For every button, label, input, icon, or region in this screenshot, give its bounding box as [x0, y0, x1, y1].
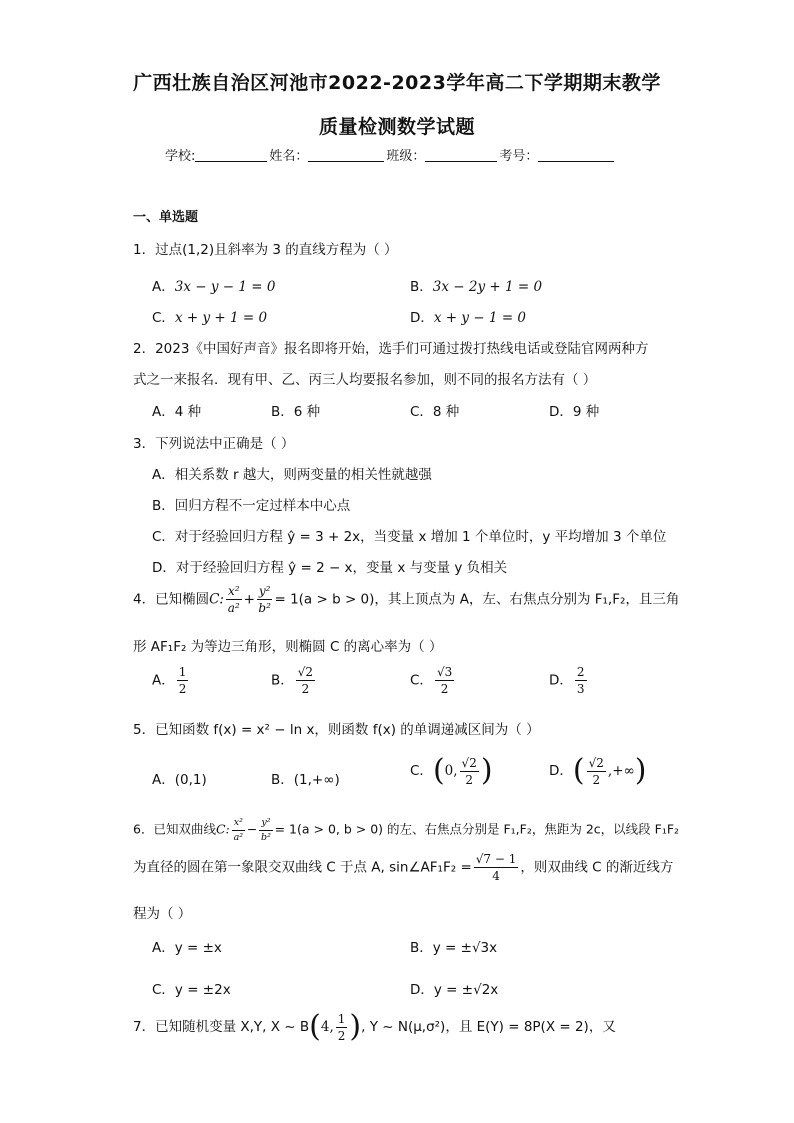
fraction-numerator: 1	[178, 665, 187, 679]
right-paren: )	[480, 753, 493, 788]
ellipse-y-fraction	[257, 585, 273, 614]
question-6-stem-line2	[133, 853, 673, 882]
question-1-option-b	[410, 275, 542, 295]
interval-start: 0,	[444, 763, 458, 779]
question-5-option-a: A．(0,1)	[152, 772, 207, 788]
fraction-denominator: 2	[301, 682, 310, 696]
fraction-numerator: √2	[461, 755, 477, 770]
fraction-denominator: 2	[178, 682, 187, 696]
stem-text: , Y ~ N(μ,σ²)，且 E(Y) = 8P(X = 2)，又	[361, 1019, 616, 1035]
name-blank	[308, 149, 384, 162]
option-label: C．	[410, 672, 433, 689]
curve-name: C:	[215, 821, 230, 837]
ellipse-x-fraction	[226, 585, 242, 614]
fraction-denominator: b²	[258, 601, 271, 615]
fraction-numerator: √2	[588, 755, 604, 770]
question-2-option-d: D．9 种	[549, 404, 600, 420]
fraction-numerator: √2	[297, 665, 314, 679]
option-label: A．	[152, 672, 175, 689]
option-label: D．	[410, 310, 434, 326]
question-1-stem: 1．过点(1,2)且斜率为 3 的直线方程为（ ）	[133, 242, 398, 258]
fraction-denominator: b²	[261, 831, 271, 843]
stem-text: 6．已知双曲线	[133, 821, 216, 837]
class-label: 班级：	[386, 149, 426, 164]
exam-title-line1: 广西壮族自治区河池市2022-2023学年高二下学期期末教学	[133, 72, 661, 94]
stem-text: = 1(a > 0, b > 0) 的左、右焦点分别是 F₁,F₂，焦距为 2c，以线段 F₁F₂	[274, 821, 680, 837]
stem-text: ，则双曲线 C 的渐近线方	[520, 859, 674, 876]
question-3-option-c: C．对于经验回归方程 ŷ = 3 + 2x，当变量 x 增加 1 个单位时，y 平均增加 3 个单位	[152, 529, 667, 545]
right-paren: )	[349, 1009, 362, 1044]
question-3-option-b: B．回归方程不一定过样本中心点	[152, 498, 351, 514]
question-3-option-d: D．对于经验回归方程 ŷ = 2 − x，变量 x 与变量 y 负相关	[152, 560, 508, 576]
fraction-numerator: 1	[337, 1011, 346, 1026]
fraction-numerator: y²	[259, 818, 272, 831]
question-2-option-c: C．8 种	[410, 404, 460, 420]
question-5-option-c	[410, 753, 493, 788]
fraction-denominator: 2	[440, 682, 449, 696]
fraction-denominator: a²	[233, 831, 244, 843]
number-label: 考号：	[499, 149, 539, 164]
binomial-n: 4,	[320, 1019, 334, 1035]
name-label: 姓名：	[269, 149, 309, 164]
fraction-denominator: 2	[592, 772, 601, 787]
school-label: 学校:	[165, 149, 196, 164]
option-label: A．	[152, 279, 175, 295]
fraction-denominator: a²	[227, 601, 240, 615]
stem-text: 为直径的圆在第一象限交双曲线 C 于点 A, sin∠AF₁F₂ =	[133, 859, 472, 876]
fraction-denominator: 2	[465, 772, 473, 787]
stem-text: = 1(a > b > 0)，其上顶点为 A，左、右焦点分别为 F₁,F₂，且三角	[274, 591, 680, 608]
question-5-stem: 5．已知函数 f(x) = x² − ln x，则函数 f(x) 的单调递减区间为（ ）	[133, 722, 540, 738]
number-blank	[538, 149, 614, 162]
fraction-numerator: 2	[576, 665, 585, 679]
question-5-option-b: B．(1,+∞)	[271, 772, 340, 788]
fraction-denominator: 4	[492, 869, 500, 883]
stem-text: 4．已知椭圆	[133, 591, 210, 608]
option-label: D．	[549, 763, 573, 779]
left-paren: (	[432, 753, 445, 788]
sine-fraction	[474, 853, 519, 882]
question-6-stem-line3: 程为（ ）	[133, 906, 192, 922]
fraction-denominator: 2	[337, 1028, 346, 1043]
school-blank	[195, 149, 267, 162]
fraction-denominator: 3	[576, 682, 585, 696]
hyperbola-y-fraction	[259, 818, 272, 842]
option-label: C．	[410, 763, 433, 779]
class-blank	[425, 149, 497, 162]
question-4-option-c	[410, 666, 456, 695]
question-4-stem-line2: 形 AF₁F₂ 为等边三角形，则椭圆 C 的离心率为（ ）	[133, 639, 443, 655]
stem-text: 7．已知随机变量 X,Y, X ~ B	[133, 1019, 310, 1035]
question-5-option-d	[549, 753, 647, 788]
question-4-option-a	[152, 666, 190, 695]
option-fraction	[460, 757, 479, 786]
minus-sign: −	[246, 821, 258, 837]
option-text: x + y + 1 = 0	[174, 310, 268, 326]
option-text: 3x − y − 1 = 0	[174, 279, 276, 295]
fraction-numerator: x²	[227, 584, 240, 598]
question-2-option-a: A．4 种	[152, 404, 202, 420]
option-fraction	[296, 666, 315, 695]
option-label: B．	[410, 279, 433, 295]
question-4-option-b	[271, 666, 317, 695]
question-6-option-b: B．y = ±√3x	[410, 940, 498, 956]
question-6-option-d: D．y = ±√2x	[410, 982, 499, 998]
option-label: D．	[549, 672, 573, 689]
question-4-stem-line1	[133, 585, 679, 614]
right-paren: )	[634, 753, 647, 788]
question-1-option-d	[410, 306, 526, 326]
question-2-stem-line1: 2．2023《中国好声音》报名即将开始，选手们可通过拨打热线电话或登陆官网两种方	[133, 341, 649, 357]
fraction-numerator: x²	[232, 818, 245, 831]
option-fraction	[435, 666, 454, 695]
exam-title-line2: 质量检测数学试题	[318, 116, 475, 138]
student-info-line	[165, 145, 616, 164]
question-1-option-a	[152, 275, 275, 295]
option-fraction	[587, 757, 606, 786]
question-3-stem: 3．下列说法中正确是（ ）	[133, 436, 295, 452]
fraction-numerator: √7 − 1	[475, 852, 517, 866]
question-1-option-c	[152, 306, 267, 326]
question-7-stem	[133, 1009, 616, 1044]
question-4-option-d	[549, 666, 589, 695]
question-3-option-a: A．相关系数 r 越大，则两变量的相关性就越强	[152, 467, 432, 483]
option-label: C．	[152, 310, 175, 326]
plus-sign: +	[243, 591, 255, 608]
curve-name: C:	[209, 591, 224, 608]
left-paren: (	[572, 753, 585, 788]
fraction-numerator: √3	[436, 665, 453, 679]
option-text: x + y − 1 = 0	[433, 310, 527, 326]
fraction-numerator: y²	[258, 584, 271, 598]
question-2-option-b: B．6 种	[271, 404, 321, 420]
question-6-option-c: C．y = ±2x	[152, 982, 231, 998]
option-text: 3x − 2y + 1 = 0	[432, 279, 543, 295]
option-label: B．	[271, 672, 294, 689]
section-heading: 一、单选题	[133, 210, 199, 225]
option-fraction	[575, 666, 587, 695]
question-2-stem-line2: 式之一来报名．现有甲、乙、丙三人均要报名参加，则不同的报名方法有（ ）	[133, 372, 597, 388]
binomial-p-fraction	[336, 1013, 348, 1042]
question-6-option-a: A．y = ±x	[152, 940, 222, 956]
option-fraction	[177, 666, 189, 695]
question-6-stem-line1	[133, 818, 679, 842]
interval-end: ,+∞	[607, 763, 635, 779]
left-paren: (	[309, 1009, 321, 1044]
hyperbola-x-fraction	[232, 818, 245, 842]
